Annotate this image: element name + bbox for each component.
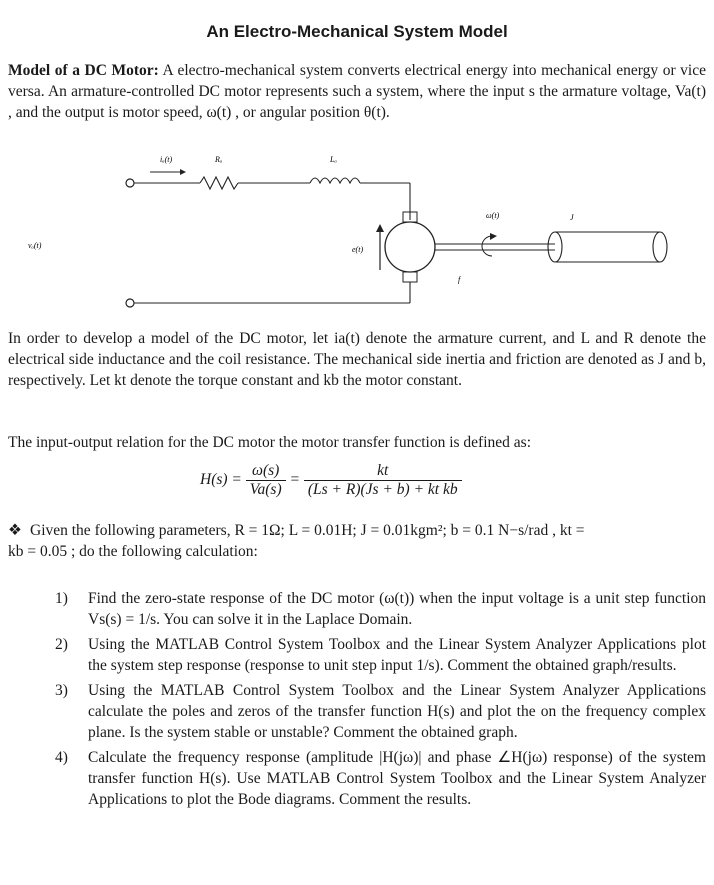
page-title: An Electro-Mechanical System Model — [206, 22, 508, 41]
list-item — [55, 680, 706, 743]
transfer-function-formula — [200, 462, 462, 499]
resistor — [200, 177, 238, 189]
label-friction: f — [458, 275, 461, 284]
dc-motor-circuit-diagram — [0, 140, 714, 325]
question-number: 4) — [55, 749, 68, 766]
terminal-bottom — [126, 299, 134, 307]
question-text: Using the MATLAB Control System Toolbox and the Linear System Analyzer Applications plot the system step response (response to unit step input 1/s). Comment the obtained graph/results. — [88, 636, 706, 674]
question-text: Using the MATLAB Control System Toolbox and the Linear System Analyzer Applications calculate the poles and zeros of the transfer function H(s) and plot the on the frequency complex plane. Is the system stable or unstable? Comment the obtained graph. — [88, 682, 706, 741]
question-number: 3) — [55, 682, 68, 699]
inductor — [310, 178, 360, 183]
intro-paragraph — [8, 60, 706, 123]
question-text: Calculate the frequency response (amplitude |H(jω)| and phase ∠H(jω) response) of the system transfer function H(s). Use MATLAB Control System Toolbox and the Linear System Analyzer Applications to plot the Bode diagrams. Comment the results. — [88, 749, 706, 808]
label-voltage: vₐ(t) — [28, 241, 42, 250]
inertia-load — [548, 232, 562, 262]
question-text: Find the zero-state response of the DC motor (ω(t)) when the input voltage is a unit step function Vs(s) = 1/s. You can solve it in the Laplace Domain. — [88, 590, 706, 628]
given-line-1: Given the following parameters, R = 1Ω; L = 0.01H; J = 0.01kgm²; b = 0.1 N−s/rad , kt = — [30, 522, 585, 539]
intro-text: A electro-mechanical system converts electrical energy into mechanical energy or vice versa. An armature-controlled DC motor represents such a system, where the input s the armature voltage, Va(t) , and the output is motor speed, ω(t) , or angular position θ(t). — [8, 62, 706, 121]
label-inertia: J — [570, 213, 574, 222]
label-speed: ω(t) — [486, 211, 500, 220]
fraction1-denominator: Va(s) — [249, 481, 282, 498]
fraction1-numerator: ω(s) — [246, 462, 286, 481]
label-emf: e(t) — [352, 245, 364, 254]
motor — [385, 222, 435, 272]
list-item — [55, 634, 706, 676]
list-item — [55, 588, 706, 630]
question-number: 1) — [55, 590, 68, 607]
formula-lhs: H(s) = — [200, 471, 242, 489]
diamond-bullet-icon: ❖ — [8, 522, 22, 539]
relation-paragraph: The input-output relation for the DC motor the motor transfer function is defined as: — [8, 434, 531, 451]
formula-equals: = — [289, 471, 300, 489]
label-resistor: Rₐ — [215, 155, 223, 164]
intro-lead: Model of a DC Motor: — [8, 62, 159, 79]
question-number: 2) — [55, 636, 68, 653]
definition-paragraph: In order to develop a model of the DC motor, let ia(t) denote the armature current, and L and R denote the electrical side inductance and the coil resistance. The mechanical side inertia and friction are denoted as J and b, respectively. Let kt denote the torque constant and kb the motor constant. — [8, 330, 706, 389]
fraction-omega-over-va — [246, 462, 286, 499]
label-current: iₐ(t) — [160, 155, 173, 164]
label-inductor: Lₐ — [330, 155, 337, 164]
given-line-2: kb = 0.05 ; do the following calculation: — [8, 543, 258, 560]
given-parameters — [8, 520, 706, 562]
list-item — [55, 747, 706, 810]
fraction2-numerator: kt — [304, 462, 462, 481]
fraction-kt-over-denominator — [304, 462, 462, 499]
fraction2-denominator: (Ls + R)(Js + b) + kt kb — [307, 481, 458, 498]
question-list — [55, 588, 706, 814]
terminal-top — [126, 179, 134, 187]
